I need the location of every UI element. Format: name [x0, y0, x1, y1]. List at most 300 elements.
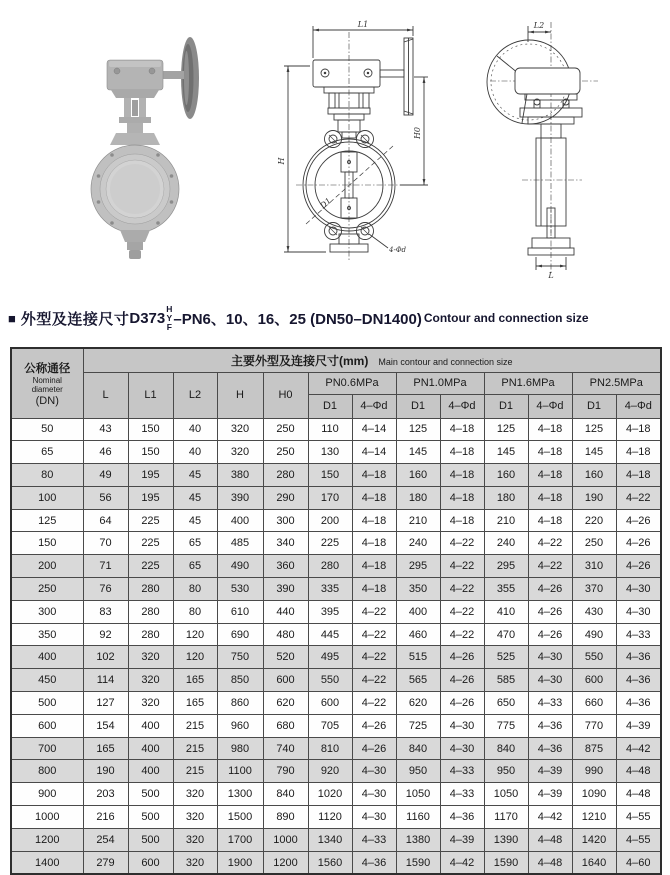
value-cell: 65 — [173, 555, 217, 578]
dn-cell: 50 — [11, 418, 83, 441]
value-cell: 64 — [83, 509, 128, 532]
title-bullet-icon: ■ — [8, 310, 16, 326]
value-cell: 203 — [83, 783, 128, 806]
table-row — [11, 509, 661, 532]
title-model: D373 — [129, 309, 166, 327]
value-cell: 355 — [484, 578, 528, 601]
label-l1: L1 — [357, 20, 369, 29]
value-cell: 125 — [396, 418, 440, 441]
title-english: Contour and connection size — [423, 311, 589, 326]
value-cell: 4–36 — [616, 646, 661, 669]
value-cell: 4–18 — [352, 509, 396, 532]
value-cell: 600 — [128, 851, 173, 874]
value-cell: 250 — [263, 418, 308, 441]
value-cell: 190 — [572, 486, 616, 509]
main-header-cn: 主要外型及连接尺寸(mm) — [231, 353, 369, 368]
value-cell: 225 — [128, 509, 173, 532]
value-cell: 320 — [173, 851, 217, 874]
dn-cell: 300 — [11, 600, 83, 623]
sub-header-phid: 4–Φd — [352, 394, 396, 418]
value-cell: 320 — [128, 646, 173, 669]
corner-en-1: Nominal — [32, 375, 62, 385]
value-cell: 145 — [572, 441, 616, 464]
value-cell: 340 — [263, 532, 308, 555]
value-cell: 300 — [263, 509, 308, 532]
value-cell: 4–26 — [528, 623, 572, 646]
value-cell: 495 — [308, 646, 352, 669]
value-cell: 1640 — [572, 851, 616, 874]
value-cell: 400 — [217, 509, 263, 532]
group-header-pn10: PN1.0MPa — [396, 372, 484, 394]
title-spec: –PN6、10、16、25 (DN50–DN1400) — [173, 310, 422, 328]
value-cell: 180 — [396, 486, 440, 509]
value-cell: 4–18 — [528, 486, 572, 509]
table-row — [11, 714, 661, 737]
value-cell: 70 — [83, 532, 128, 555]
value-cell: 127 — [83, 692, 128, 715]
value-cell: 4–18 — [528, 509, 572, 532]
value-cell: 92 — [83, 623, 128, 646]
dn-cell: 125 — [11, 509, 83, 532]
value-cell: 4–26 — [528, 600, 572, 623]
value-cell: 279 — [83, 851, 128, 874]
value-cell: 4–48 — [528, 851, 572, 874]
value-cell: 4–39 — [528, 783, 572, 806]
dimension-h — [277, 66, 326, 252]
value-cell: 4–30 — [352, 806, 396, 829]
value-cell: 120 — [173, 623, 217, 646]
value-cell: 690 — [217, 623, 263, 646]
value-cell: 530 — [217, 578, 263, 601]
value-cell: 154 — [83, 714, 128, 737]
corner-unit: (DN) — [35, 394, 59, 407]
value-cell: 4–55 — [616, 828, 661, 851]
value-cell: 160 — [484, 464, 528, 487]
value-cell: 290 — [263, 486, 308, 509]
table-row — [11, 646, 661, 669]
value-cell: 210 — [484, 509, 528, 532]
value-cell: 1100 — [217, 760, 263, 783]
sub-header-d1: D1 — [396, 394, 440, 418]
valve-photo — [88, 13, 238, 298]
label-h0: H0 — [413, 126, 422, 140]
value-cell: 840 — [263, 783, 308, 806]
value-cell: 4–22 — [352, 669, 396, 692]
value-cell: 600 — [263, 669, 308, 692]
value-cell: 410 — [484, 600, 528, 623]
table-row — [11, 806, 661, 829]
value-cell: 4–18 — [440, 418, 484, 441]
value-cell: 4–22 — [528, 555, 572, 578]
value-cell: 45 — [173, 486, 217, 509]
value-cell: 1160 — [396, 806, 440, 829]
value-cell: 4–30 — [616, 578, 661, 601]
value-cell: 120 — [173, 646, 217, 669]
dn-cell: 250 — [11, 578, 83, 601]
value-cell: 40 — [173, 441, 217, 464]
value-cell: 165 — [173, 692, 217, 715]
value-cell: 390 — [217, 486, 263, 509]
value-cell: 4–33 — [528, 692, 572, 715]
value-cell: 80 — [173, 578, 217, 601]
value-cell: 740 — [263, 737, 308, 760]
value-cell: 775 — [484, 714, 528, 737]
table-row — [11, 464, 661, 487]
dn-cell: 800 — [11, 760, 83, 783]
value-cell: 485 — [217, 532, 263, 555]
value-cell: 4–33 — [616, 623, 661, 646]
value-cell: 4–48 — [616, 760, 661, 783]
value-cell: 725 — [396, 714, 440, 737]
value-cell: 76 — [83, 578, 128, 601]
value-cell: 4–39 — [616, 714, 661, 737]
value-cell: 215 — [173, 760, 217, 783]
drawings-section — [0, 0, 670, 302]
value-cell: 4–22 — [616, 486, 661, 509]
value-cell: 83 — [83, 600, 128, 623]
value-cell: 480 — [263, 623, 308, 646]
value-cell: 840 — [484, 737, 528, 760]
table-row — [11, 532, 661, 555]
value-cell: 1200 — [263, 851, 308, 874]
group-header-pn06: PN0.6MPa — [308, 372, 396, 394]
value-cell: 550 — [572, 646, 616, 669]
value-cell: 4–36 — [616, 692, 661, 715]
value-cell: 4–36 — [352, 851, 396, 874]
value-cell: 216 — [83, 806, 128, 829]
value-cell: 4–22 — [352, 692, 396, 715]
value-cell: 1170 — [484, 806, 528, 829]
gearbox-outline — [313, 60, 380, 87]
value-cell: 500 — [128, 783, 173, 806]
value-cell: 4–22 — [352, 646, 396, 669]
value-cell: 950 — [396, 760, 440, 783]
value-cell: 4–26 — [528, 578, 572, 601]
value-cell: 515 — [396, 646, 440, 669]
value-cell: 145 — [396, 441, 440, 464]
col-header-H: H — [217, 372, 263, 418]
value-cell: 350 — [396, 578, 440, 601]
value-cell: 360 — [263, 555, 308, 578]
value-cell: 320 — [128, 692, 173, 715]
value-cell: 4–26 — [440, 692, 484, 715]
value-cell: 4–18 — [616, 441, 661, 464]
value-cell: 850 — [217, 669, 263, 692]
value-cell: 4–30 — [616, 600, 661, 623]
title-variant-stack — [166, 305, 172, 332]
bolt-hole-callout — [369, 234, 407, 254]
value-cell: 1000 — [263, 828, 308, 851]
value-cell: 4–22 — [352, 623, 396, 646]
value-cell: 4–26 — [352, 737, 396, 760]
table-row — [11, 669, 661, 692]
value-cell: 525 — [484, 646, 528, 669]
value-cell: 195 — [128, 486, 173, 509]
value-cell: 195 — [128, 464, 173, 487]
value-cell: 4–42 — [528, 806, 572, 829]
value-cell: 440 — [263, 600, 308, 623]
dn-cell: 600 — [11, 714, 83, 737]
table-row — [11, 600, 661, 623]
value-cell: 470 — [484, 623, 528, 646]
value-cell: 1050 — [396, 783, 440, 806]
sub-header-d1: D1 — [484, 394, 528, 418]
value-cell: 280 — [308, 555, 352, 578]
col-header-L1: L1 — [128, 372, 173, 418]
value-cell: 320 — [128, 669, 173, 692]
value-cell: 1050 — [484, 783, 528, 806]
value-cell: 240 — [396, 532, 440, 555]
value-cell: 705 — [308, 714, 352, 737]
value-cell: 400 — [128, 714, 173, 737]
value-cell: 4–33 — [440, 760, 484, 783]
value-cell: 490 — [217, 555, 263, 578]
value-cell: 125 — [572, 418, 616, 441]
value-cell: 320 — [173, 828, 217, 851]
value-cell: 600 — [572, 669, 616, 692]
section-title — [8, 305, 589, 332]
value-cell: 390 — [263, 578, 308, 601]
value-cell: 65 — [173, 532, 217, 555]
value-cell: 400 — [396, 600, 440, 623]
value-cell: 295 — [396, 555, 440, 578]
value-cell: 500 — [128, 806, 173, 829]
label-d1: D1 — [318, 196, 334, 211]
value-cell: 130 — [308, 441, 352, 464]
value-cell: 150 — [308, 464, 352, 487]
value-cell: 225 — [308, 532, 352, 555]
dn-cell: 450 — [11, 669, 83, 692]
value-cell: 4–39 — [440, 828, 484, 851]
group-header-pn16: PN1.6MPa — [484, 372, 572, 394]
value-cell: 215 — [173, 737, 217, 760]
value-cell: 4–14 — [352, 441, 396, 464]
value-cell: 1900 — [217, 851, 263, 874]
value-cell: 4–22 — [528, 532, 572, 555]
sub-header-phid: 4–Φd — [616, 394, 661, 418]
table-row — [11, 828, 661, 851]
value-cell: 160 — [396, 464, 440, 487]
value-cell: 4–18 — [528, 464, 572, 487]
value-cell: 500 — [128, 828, 173, 851]
value-cell: 71 — [83, 555, 128, 578]
valve-neck — [110, 90, 160, 145]
corner-header — [11, 348, 83, 418]
gearbox-side — [515, 68, 580, 94]
dn-cell: 100 — [11, 486, 83, 509]
corner-en-2: diameter — [31, 384, 63, 394]
dn-cell: 900 — [11, 783, 83, 806]
value-cell: 4–36 — [528, 714, 572, 737]
value-cell: 4–36 — [440, 806, 484, 829]
dimensions-table — [10, 347, 662, 875]
label-bolt-holes: 4-Φd — [389, 246, 407, 254]
value-cell: 165 — [83, 737, 128, 760]
value-cell: 920 — [308, 760, 352, 783]
value-cell: 4–30 — [352, 760, 396, 783]
value-cell: 950 — [484, 760, 528, 783]
value-cell: 840 — [396, 737, 440, 760]
value-cell: 1390 — [484, 828, 528, 851]
table-row — [11, 737, 661, 760]
value-cell: 4–30 — [528, 646, 572, 669]
value-cell: 600 — [308, 692, 352, 715]
value-cell: 45 — [173, 509, 217, 532]
value-cell: 320 — [173, 783, 217, 806]
value-cell: 225 — [128, 532, 173, 555]
value-cell: 395 — [308, 600, 352, 623]
value-cell: 890 — [263, 806, 308, 829]
value-cell: 620 — [263, 692, 308, 715]
value-cell: 400 — [128, 760, 173, 783]
sub-header-d1: D1 — [308, 394, 352, 418]
corner-cn: 公称通径 — [24, 362, 71, 375]
value-cell: 280 — [128, 623, 173, 646]
variant-f: F — [166, 321, 172, 332]
value-cell: 240 — [484, 532, 528, 555]
dn-cell: 1400 — [11, 851, 83, 874]
col-header-L: L — [83, 372, 128, 418]
value-cell: 210 — [396, 509, 440, 532]
variant-h: H — [166, 304, 173, 314]
value-cell: 1700 — [217, 828, 263, 851]
value-cell: 1300 — [217, 783, 263, 806]
value-cell: 4–30 — [352, 783, 396, 806]
value-cell: 320 — [173, 806, 217, 829]
value-cell: 125 — [484, 418, 528, 441]
value-cell: 4–22 — [440, 532, 484, 555]
value-cell: 980 — [217, 737, 263, 760]
value-cell: 4–18 — [352, 532, 396, 555]
value-cell: 4–48 — [616, 783, 661, 806]
table-row — [11, 578, 661, 601]
value-cell: 960 — [217, 714, 263, 737]
value-cell: 4–18 — [616, 418, 661, 441]
sub-header-phid: 4–Φd — [528, 394, 572, 418]
value-cell: 4–30 — [440, 714, 484, 737]
value-cell: 114 — [83, 669, 128, 692]
value-cell: 4–26 — [616, 509, 661, 532]
value-cell: 750 — [217, 646, 263, 669]
value-cell: 565 — [396, 669, 440, 692]
dn-cell: 350 — [11, 623, 83, 646]
value-cell: 1590 — [396, 851, 440, 874]
value-cell: 4–18 — [352, 578, 396, 601]
value-cell: 49 — [83, 464, 128, 487]
value-cell: 4–42 — [440, 851, 484, 874]
value-cell: 4–18 — [528, 441, 572, 464]
value-cell: 335 — [308, 578, 352, 601]
value-cell: 190 — [83, 760, 128, 783]
bottom-stem — [120, 230, 150, 259]
value-cell: 860 — [217, 692, 263, 715]
value-cell: 520 — [263, 646, 308, 669]
value-cell: 4–22 — [440, 578, 484, 601]
valve-body — [91, 145, 179, 233]
value-cell: 460 — [396, 623, 440, 646]
value-cell: 4–18 — [440, 486, 484, 509]
value-cell: 320 — [217, 418, 263, 441]
sub-header-d1: D1 — [572, 394, 616, 418]
value-cell: 810 — [308, 737, 352, 760]
label-l2: L2 — [533, 21, 545, 30]
value-cell: 620 — [396, 692, 440, 715]
value-cell: 4–18 — [440, 464, 484, 487]
value-cell: 4–18 — [440, 509, 484, 532]
value-cell: 1380 — [396, 828, 440, 851]
value-cell: 4–18 — [440, 441, 484, 464]
value-cell: 4–36 — [616, 669, 661, 692]
value-cell: 4–26 — [616, 555, 661, 578]
value-cell: 160 — [572, 464, 616, 487]
value-cell: 1420 — [572, 828, 616, 851]
value-cell: 4–30 — [440, 737, 484, 760]
value-cell: 1120 — [308, 806, 352, 829]
value-cell: 43 — [83, 418, 128, 441]
dn-cell: 500 — [11, 692, 83, 715]
table-row — [11, 441, 661, 464]
value-cell: 1560 — [308, 851, 352, 874]
table-row — [11, 486, 661, 509]
handwheel-outline — [380, 38, 413, 115]
value-cell: 4–26 — [616, 532, 661, 555]
value-cell: 280 — [263, 464, 308, 487]
dimension-l1 — [313, 20, 413, 58]
dn-cell: 1200 — [11, 828, 83, 851]
value-cell: 280 — [128, 600, 173, 623]
value-cell: 4–14 — [352, 418, 396, 441]
value-cell: 250 — [572, 532, 616, 555]
value-cell: 1340 — [308, 828, 352, 851]
value-cell: 430 — [572, 600, 616, 623]
dn-cell: 1000 — [11, 806, 83, 829]
table-row — [11, 418, 661, 441]
value-cell: 4–26 — [352, 714, 396, 737]
value-cell: 4–22 — [352, 600, 396, 623]
value-cell: 4–26 — [440, 669, 484, 692]
value-cell: 4–33 — [352, 828, 396, 851]
value-cell: 110 — [308, 418, 352, 441]
value-cell: 650 — [484, 692, 528, 715]
value-cell: 4–48 — [528, 828, 572, 851]
actuator-shaft — [160, 71, 184, 79]
value-cell: 220 — [572, 509, 616, 532]
variant-y: Y — [166, 312, 173, 323]
value-cell: 660 — [572, 692, 616, 715]
value-cell: 295 — [484, 555, 528, 578]
value-cell: 1020 — [308, 783, 352, 806]
value-cell: 4–36 — [528, 737, 572, 760]
front-view-drawing — [272, 12, 462, 297]
side-view-drawing — [470, 12, 670, 302]
value-cell: 400 — [128, 737, 173, 760]
table-row — [11, 692, 661, 715]
dn-cell: 150 — [11, 532, 83, 555]
value-cell: 4–18 — [616, 464, 661, 487]
value-cell: 4–33 — [440, 783, 484, 806]
value-cell: 280 — [128, 578, 173, 601]
title-chinese: 外型及连接尺寸 — [20, 310, 130, 328]
value-cell: 215 — [173, 714, 217, 737]
main-header-en: Main contour and connection size — [378, 356, 513, 367]
dn-cell: 80 — [11, 464, 83, 487]
value-cell: 4–22 — [440, 600, 484, 623]
table-body — [11, 418, 661, 874]
value-cell: 4–18 — [352, 486, 396, 509]
value-cell: 165 — [173, 669, 217, 692]
value-cell: 4–42 — [616, 737, 661, 760]
dn-cell: 200 — [11, 555, 83, 578]
